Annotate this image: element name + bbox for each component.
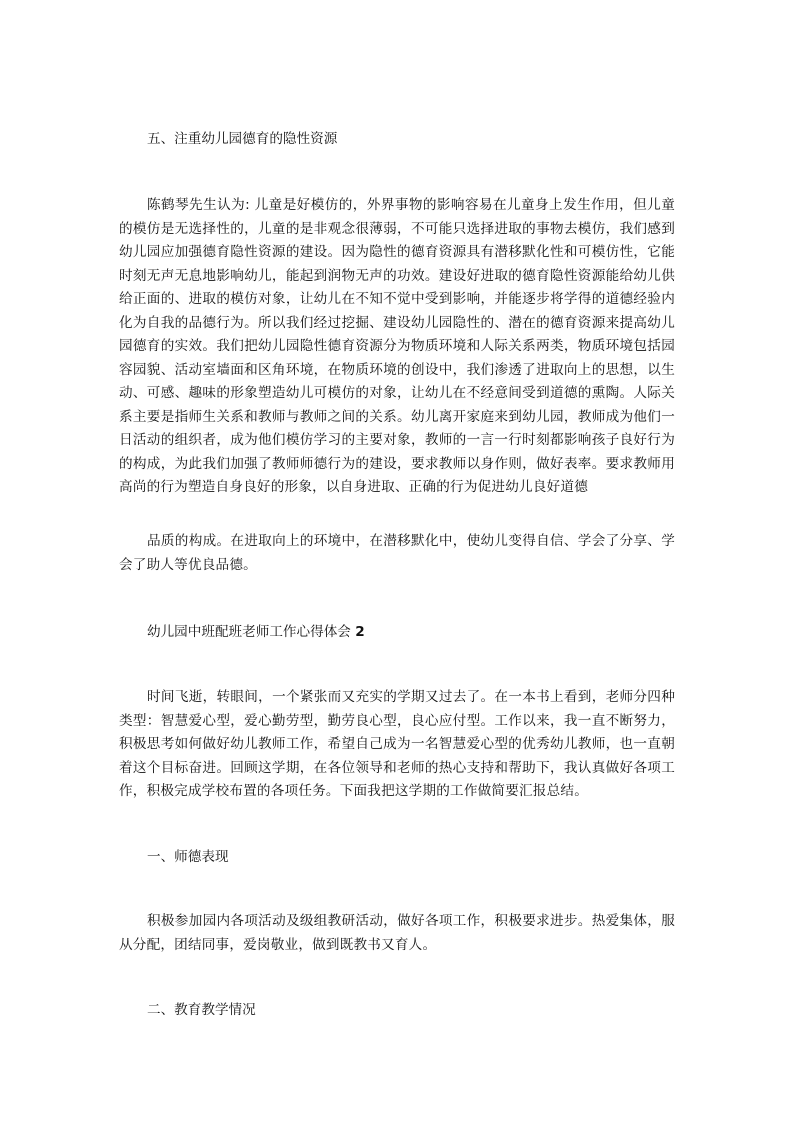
paragraph-hidden-resources: 陈鹤琴先生认为: 儿童是好模仿的，外界事物的影响容易在儿童身上发生作用，但儿童的模仿是无选择性的，儿童的是非观念很薄弱，不可能只选择进取的事物去模仿，我们感到幼儿园应加强德育隐性资源的建设。因为隐性的德育资源具有潜移默化性和可模仿性，它能时刻无声无息地影响幼儿，能起到润物无声的功效。建设好进取的德育隐性资源能给幼儿供给正面的、进取的模仿对象，让幼儿在不知不觉中受到影响，并能逐步将学得的道德经验内化为自我的品德行为。所以我们经过挖掘、建设幼儿园隐性的、潜在的德育资源来提高幼儿园德育的实效。我们把幼儿园隐性德育资源分为物质环境和人际关系两类，物质环境包括园容园貌、活动室墙面和区角环境，在物质环境的创设中，我们渗透了进取向上的思想，以生动、可感、趣味的形象塑造幼儿可模仿的对象，让幼儿在不经意间受到道德的熏陶。人际关系主要是指师生关系和教师与教师之间的关系。幼儿离开家庭来到幼儿园，教师成为他们一日活动的组织者，成为他们模仿学习的主要对象，教师的一言一行时刻都影响孩子良好行为的构成，为此我们加强了教师师德行为的建设，要求教师以身作则，做好表率。要求教师用高尚的行为塑造自身良好的形象，以自身进取、正确的行为促进幼儿良好道德: [119, 197, 675, 495]
section-heading-ethics: 一、师德表现: [147, 849, 229, 865]
paragraph-semester-summary: 时间飞逝，转眼间，一个紧张而又充实的学期又过去了。在一本书上看到，老师分四种类型：智慧爱心型，爱心勤劳型，勤劳良心型，良心应付型。工作以来，我一直不断努力，积极思考如何做好幼儿教师工作，希望自己成为一名智慧爱心型的优秀幼儿教师，也一直朝着这个目标奋进。回顾这学期，在各位领导和老师的热心支持和帮助下，我认真做好各项工作，积极完成学校布置的各项任务。下面我把这学期的工作做简要汇报总结。: [119, 689, 675, 799]
section-heading-hidden-resources: 五、注重幼儿园德育的隐性资源: [147, 131, 338, 147]
paragraph-character-formation: 品质的构成。在进取向上的环境中，在潜移默化中，使幼儿变得自信、学会了分享、学会了助人等优良品德。: [119, 533, 675, 573]
paragraph-ethics: 积极参加园内各项活动及级组教研活动，做好各项工作，积极要求进步。热爱集体，服从分配，团结同事，爱岗敬业，做到既教书又育人。: [119, 913, 675, 953]
article-title-number: 2: [355, 624, 365, 640]
article-title-text: 幼儿园中班配班老师工作心得体会: [147, 624, 351, 640]
article-title: [147, 621, 365, 645]
section-heading-teaching: 二、教育教学情况: [147, 1002, 256, 1018]
